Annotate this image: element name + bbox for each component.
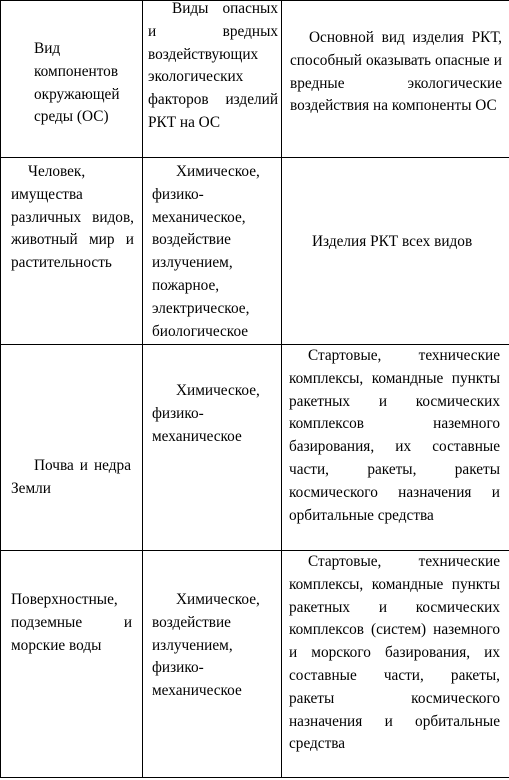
table-row	[1, 345, 509, 551]
row2-component-text	[11, 455, 131, 501]
row1-products: Изделия РКТ всех видов	[312, 233, 473, 250]
row3-products: Стартовые, технические комплексы, командные пункты ракетных и космических комплексов (систем) наземного и морского базирования, их составные части, ракеты, ракеты космического назначения и орбитальные средства	[289, 553, 500, 753]
header-factors-label: Виды опасных и вредных воздействующих экологических факторов изделий РКТ на ОС	[148, 0, 278, 131]
row1-products-text	[312, 231, 472, 254]
header-factors-text	[148, 0, 278, 135]
row2-factors: Химическое, физико-механическое	[152, 382, 260, 445]
row2-factors-text	[152, 380, 274, 448]
row1-component-cell	[1, 158, 143, 345]
table-row	[1, 158, 509, 345]
row1-products-cell	[282, 158, 509, 345]
row1-factors-cell	[143, 158, 282, 345]
header-row	[1, 1, 509, 158]
header-product-label: Основной вид изделия РКТ, способный оказывать опасные и вредные экологические воздействия на компоненты ОС	[290, 29, 502, 115]
header-cell-product	[282, 1, 509, 158]
row3-component-cell	[1, 551, 143, 778]
header-component-text	[34, 38, 126, 129]
row1-component: Человек, имущества различных видов, животный мир и растительность	[11, 163, 134, 272]
header-cell-component	[1, 1, 143, 158]
header-component-label: Вид компонентов окружающей среды (ОС)	[34, 40, 120, 126]
row2-component-cell	[1, 345, 143, 551]
row2-products: Стартовые, технические комплексы, командные пункты ракетных и космических комплексов наземного базирования, их составные части, ракеты, ракеты космического назначения и орбитальные средства	[289, 347, 500, 524]
row3-factors-text	[152, 589, 274, 703]
row3-factors: Химическое, воздействие излучением, физико-механическое	[152, 591, 260, 700]
row3-component: Поверхностные, подземные и морские воды	[11, 591, 132, 654]
row2-component: Почва и недра Земли	[11, 457, 131, 497]
row1-factors: Химическое, физико-механическое, воздействие излучением, пожарное, электрическое, биологическое	[152, 163, 260, 340]
row3-factors-cell	[143, 551, 282, 778]
header-cell-factors	[143, 1, 282, 158]
row3-component-text	[11, 589, 132, 657]
table-row	[1, 551, 509, 778]
row3-products-cell	[282, 551, 509, 778]
row2-products-cell	[282, 345, 509, 551]
header-product-text	[290, 27, 502, 118]
row2-factors-cell	[143, 345, 282, 551]
